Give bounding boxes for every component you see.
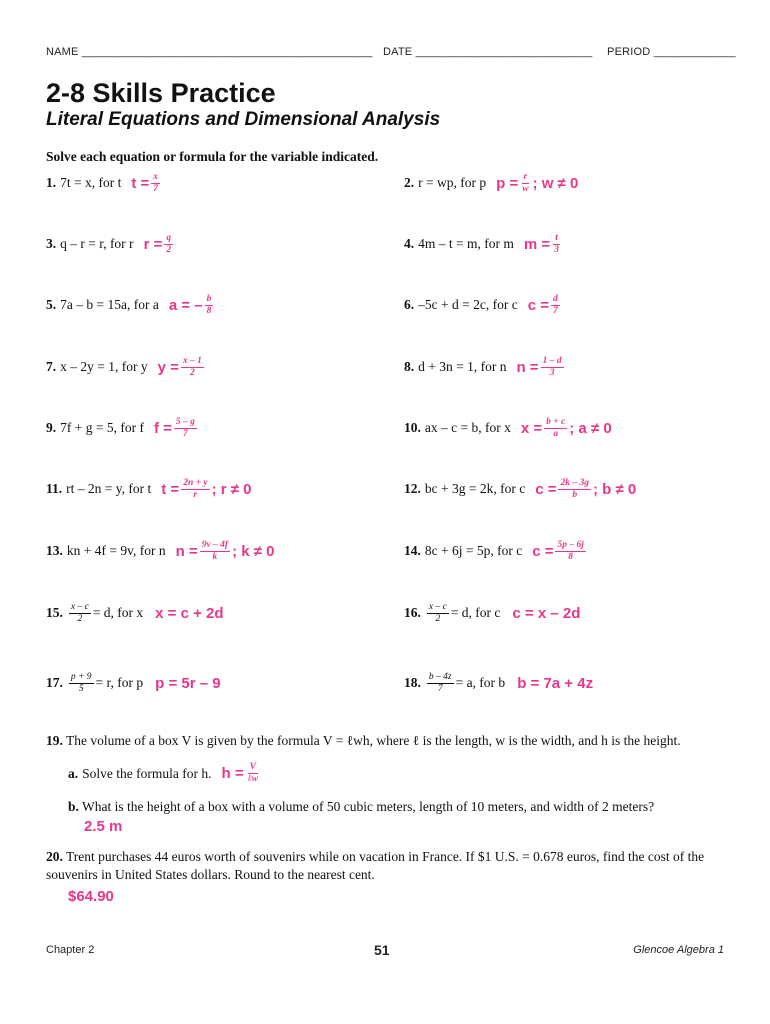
problem-equation-fraction [427,602,449,625]
q19-number: 19. [46,733,63,748]
answer-restriction: ; a ≠ 0 [569,419,612,437]
problem-answer [535,478,636,501]
problem-equation: –5c + d = 2c, for c [418,297,518,312]
problem-equation-fraction [69,602,91,625]
answer-numerator: 5 – g [175,416,195,427]
problem-number: 18. [404,675,421,690]
instructions: Solve each equation or formula for the variable indicated. [46,149,379,164]
answer-lhs: a = – [168,296,203,314]
problem-answer [155,675,220,692]
equation-numerator: p + 9 [70,671,92,682]
answer-fraction [558,478,591,501]
problem-equation: q – r = r, for r [60,236,134,251]
answer-fraction [552,233,561,256]
period-label: PERIOD [607,46,651,58]
problem-equation-fraction [427,672,454,695]
problem-equation: x – 2y = 1, for y [60,359,148,374]
problem-equation: = d, for x [92,605,144,620]
problem-9 [46,413,199,443]
answer-denominator: k [212,551,218,562]
answer-lhs: n = [175,542,198,560]
problem-number: 14. [404,543,421,558]
answer-restriction: ; w ≠ 0 [532,174,579,192]
answer-fraction [164,233,173,256]
answer-numerator: 2k – 3g [560,477,589,488]
problem-number: 8. [404,359,415,374]
answer-lhs: x = [520,419,543,437]
q20-answer: $64.90 [68,888,114,905]
answer-denominator: 7 [183,428,188,439]
q19b-answer: 2.5 m [84,818,123,835]
q19-part-b [68,798,738,816]
problem-answer [161,478,251,501]
problem-equation: bc + 3g = 2k, for c [424,481,526,496]
problem-answer [169,294,216,317]
problem-answer [176,540,275,563]
q19a-text: Solve the formula for h. [82,765,212,781]
equation-denominator: 2 [435,613,441,624]
equation-numerator: x – c [428,601,447,612]
answer-numerator: b [206,293,212,304]
problem-answer [158,356,206,379]
q19-part-a [68,762,262,785]
page-title: 2-8 Skills Practice [46,78,276,108]
problem-equation: = d, for c [450,605,501,620]
answer-denominator: 2 [166,244,172,255]
equation-numerator: x – c [70,601,89,612]
problem-number: 3. [46,236,57,251]
problem-answer [516,356,565,379]
problem-4 [404,229,563,259]
answer-lhs: t = [161,480,180,498]
answer-numerator: 9v – 4f [201,539,229,550]
q19-text: The volume of a box V is given by the formula V = ℓwh, where ℓ is the length, w is the width, and h is the height. [66,733,681,748]
answer-denominator: 7 [552,305,558,316]
problem-7 [46,352,206,382]
answer-numerator: x – 1 [182,355,202,366]
problem-11 [46,474,252,504]
answer-lhs: c = [527,296,549,314]
answer-fraction [181,356,204,379]
question-19 [46,732,736,750]
answer-numerator: 5p – 6j [557,539,584,550]
problem-number: 11. [46,481,63,496]
problem-equation: = a, for b [455,675,506,690]
page-subtitle: Literal Equations and Dimensional Analysis [46,109,441,130]
answer-numerator: r [523,171,528,182]
problem-6 [404,290,562,320]
answer-restriction: ; r ≠ 0 [211,480,252,498]
answer-denominator: b [572,489,578,500]
q19a-answer-fraction [246,762,260,785]
date-label: DATE [383,46,413,58]
answer-denominator: 2 [190,367,195,378]
answer-lhs: f = [153,419,172,437]
footer-page-number: 51 [374,942,390,958]
problem-13 [46,536,275,566]
answer-fraction [551,294,560,317]
problem-answer [532,540,588,563]
answer-restriction: ; b ≠ 0 [592,480,637,498]
problem-17 [46,668,221,698]
problem-18 [404,668,593,698]
problem-15 [46,598,224,628]
problem-answer [521,417,612,440]
answer-lhs: p = 5r – 9 [155,674,221,692]
answer-fraction [205,294,214,317]
problem-equation: 7t = x, for t [60,175,122,190]
answer-fraction [544,417,567,440]
period-blank[interactable]: _____________ [653,46,736,58]
answer-lhs: c = x – 2d [512,604,581,622]
problem-number: 4. [404,236,415,251]
problem-equation: 8c + 6j = 5p, for c [424,543,523,558]
answer-lhs: c = [535,480,557,498]
problem-number: 1. [46,175,57,190]
problem-answer [528,294,562,317]
answer-fraction [520,172,530,195]
name-blank[interactable]: ______________________________________________ [81,46,373,58]
answer-lhs: n = [516,358,539,376]
answer-restriction: ; k ≠ 0 [232,542,275,560]
answer-denominator: 7 [153,183,159,194]
problem-equation: kn + 4f = 9v, for n [66,543,166,558]
q19a-answer [221,762,262,785]
problem-number: 17. [46,675,63,690]
answer-numerator: 2n + y [183,477,208,488]
equation-denominator: 2 [77,613,83,624]
q19a-answer-numerator: V [249,762,256,772]
problem-12 [404,474,636,504]
problem-number: 5. [46,297,57,312]
problem-answer [144,233,176,256]
answer-denominator: 3 [554,244,559,255]
problem-8 [404,352,566,382]
answer-lhs: t = [131,174,150,192]
answer-denominator: 8 [568,551,574,562]
problem-equation: 7f + g = 5, for f [60,420,144,435]
problem-equation: = r, for p [95,675,144,690]
answer-lhs: m = [523,235,551,253]
problem-2 [404,168,578,198]
problem-1 [46,168,162,198]
date-blank[interactable]: ____________________________ [415,46,593,58]
problem-answer [154,417,199,440]
header-fields [46,46,736,58]
answer-fraction [181,478,209,501]
answer-numerator: b + c [546,416,566,427]
equation-numerator: b – 4z [428,671,452,682]
q19a-answer-denominator: ℓw [247,774,258,784]
answer-numerator: q [166,232,172,243]
equation-denominator: 7 [437,683,443,694]
answer-denominator: r [193,489,198,500]
answer-numerator: x [153,171,159,182]
footer-book: Glencoe Algebra 1 [633,944,724,956]
problem-equation: d + 3n = 1, for n [418,359,507,374]
answer-fraction [555,540,585,563]
problem-number: 10. [404,420,421,435]
q19a-label: a. [68,765,79,781]
answer-denominator: 8 [206,305,212,316]
problem-number: 7. [46,359,57,374]
problem-equation: r = wp, for p [418,175,487,190]
problem-answer [155,605,223,622]
problem-number: 9. [46,420,57,435]
answer-numerator: t [555,232,558,243]
problem-16 [404,598,580,628]
answer-fraction [174,417,197,440]
answer-lhs: x = c + 2d [155,604,224,622]
q19b-text: What is the height of a box with a volume of 50 cubic meters, length of 10 meters, and width of 2 meters? [82,799,655,814]
answer-fraction [200,540,230,563]
answer-denominator: w [522,183,529,194]
problem-number: 6. [404,297,415,312]
answer-denominator: a [553,428,559,439]
problem-answer [496,172,578,195]
q19a-answer-lhs: h = [221,764,244,782]
problem-answer [524,233,563,256]
answer-lhs: y = [157,358,179,376]
answer-fraction [541,356,564,379]
problem-number: 12. [404,481,421,496]
problem-number: 16. [404,605,421,620]
equation-denominator: 5 [78,683,84,694]
answer-numerator: 1 – d [542,355,562,366]
problem-equation-fraction [69,672,94,695]
answer-lhs: p = [496,174,519,192]
problem-answer [512,605,580,622]
answer-lhs: c = [532,542,554,560]
problem-number: 15. [46,605,63,620]
problem-answer [131,172,162,195]
q20-number: 20. [46,849,63,864]
problem-number: 13. [46,543,63,558]
problem-equation: 7a – b = 15a, for a [60,297,159,312]
problem-answer [517,675,593,692]
answer-fraction [151,172,160,195]
answer-lhs: r = [143,235,163,253]
question-20 [46,848,736,884]
problem-equation: 4m – t = m, for m [418,236,514,251]
problem-3 [46,229,175,259]
problem-10 [404,413,612,443]
name-label: NAME [46,46,79,58]
problem-14 [404,536,588,566]
problem-number: 2. [404,175,415,190]
answer-lhs: b = 7a + 4z [517,674,594,692]
answer-denominator: 3 [549,367,555,378]
answer-numerator: d [552,293,558,304]
problem-5 [46,290,215,320]
q19b-label: b. [68,799,79,814]
footer-chapter: Chapter 2 [46,944,95,956]
problem-equation: ax – c = b, for x [424,420,511,435]
q20-text: Trent purchases 44 euros worth of souvenirs while on vacation in France. If $1 U.S. = 0.678 euros, find the cost of the souvenirs in United States dollars. Round to the nearest cent. [46,849,705,882]
problem-equation: rt – 2n = y, for t [66,481,152,496]
